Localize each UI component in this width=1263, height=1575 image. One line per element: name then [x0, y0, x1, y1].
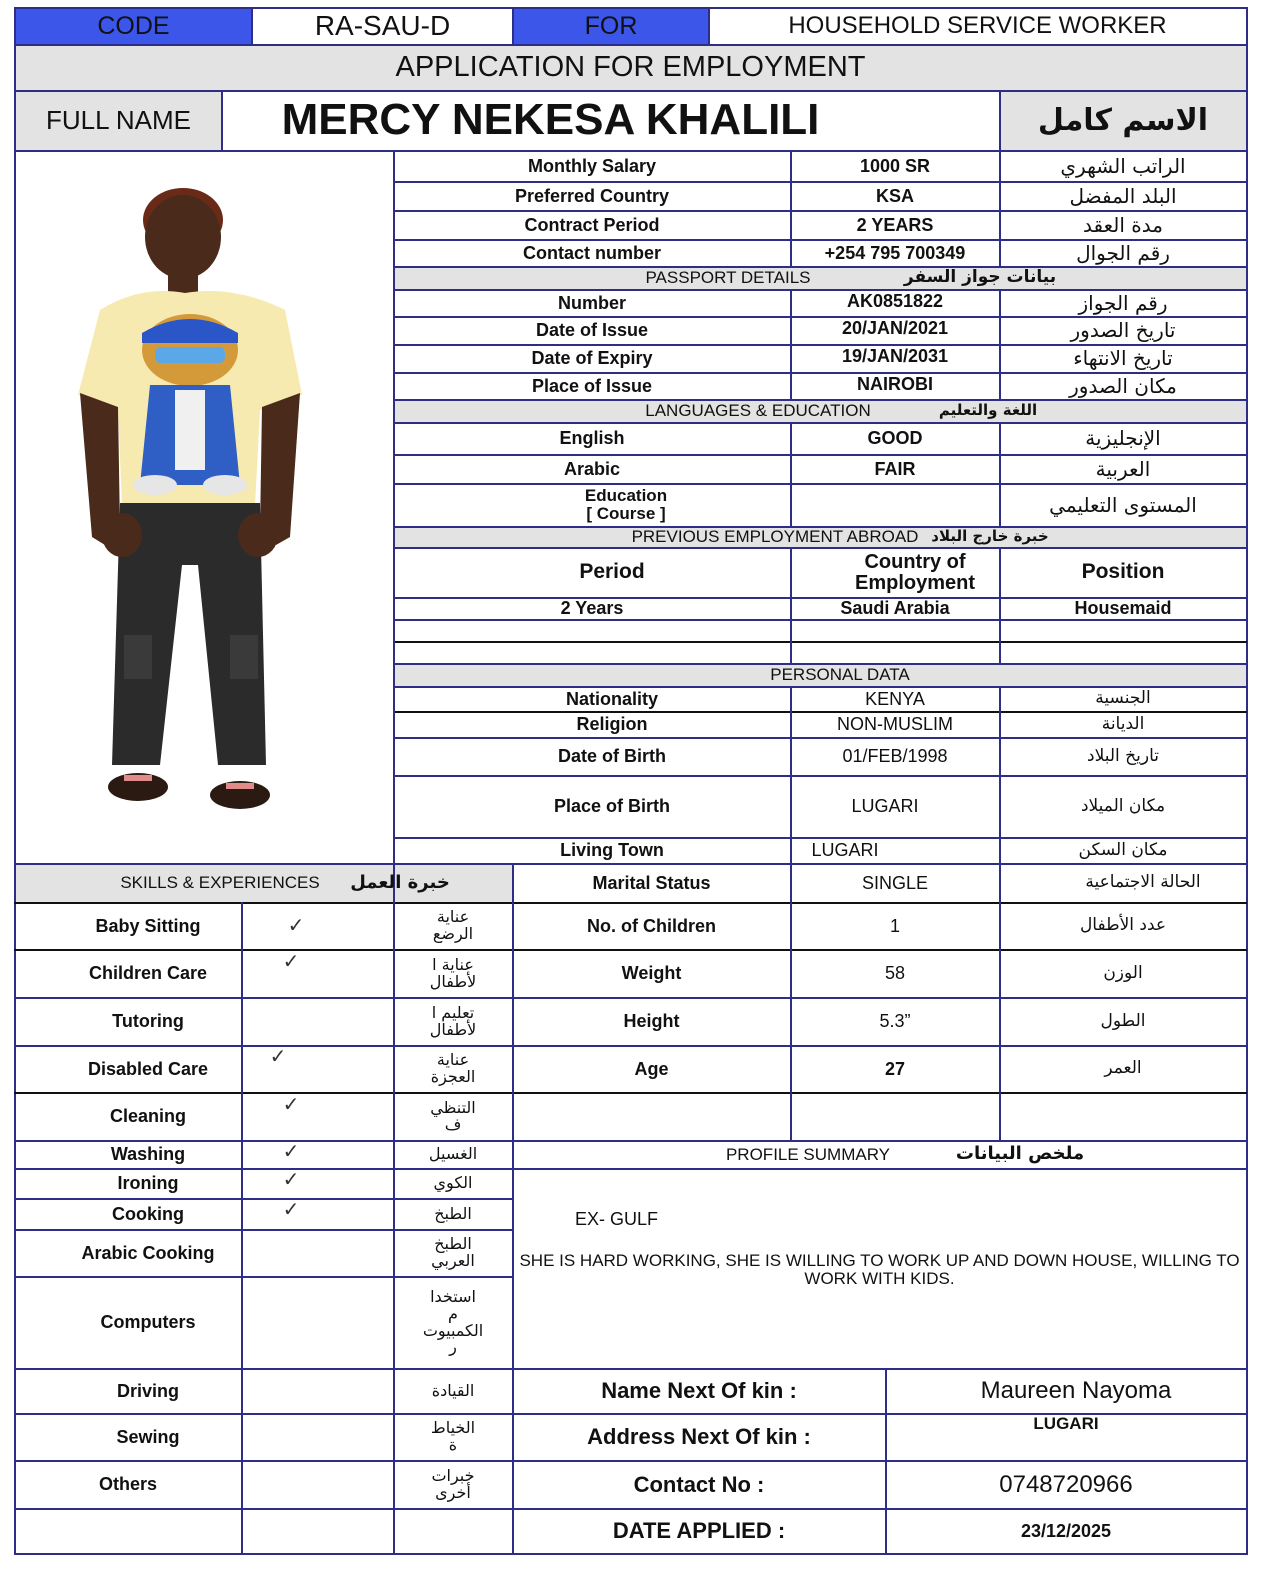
- skill-computers: Computers: [100, 1312, 196, 1333]
- arabic-language-arabic: العربية: [1095, 456, 1151, 481]
- children-value: 1: [889, 915, 900, 936]
- contract-period-value: 2 YEARS: [856, 214, 934, 235]
- kin-contact-label: Contact No :: [633, 1471, 765, 1497]
- employment-row-country: Saudi Arabia: [840, 598, 950, 619]
- marital-status-value: SINGLE: [861, 872, 929, 893]
- living-town-arabic: مكان السكن: [1078, 839, 1168, 860]
- full-name-label: FULL NAME: [46, 104, 191, 135]
- profile-summary-title: PROFILE SUMMARY: [725, 1144, 891, 1164]
- children-label: No. of Children: [587, 915, 716, 936]
- nationality-arabic: الجنسية: [1095, 688, 1151, 709]
- preferred-country-label: Preferred Country: [514, 185, 670, 206]
- skill-arabic-cooking-check: [242, 1230, 393, 1276]
- english-label: English: [559, 428, 625, 449]
- living-town-label: Living Town: [560, 840, 664, 861]
- preferred-country-arabic: البلد المفضل: [1069, 183, 1177, 208]
- skills-section-title-arabic: خبرة العمل: [350, 871, 450, 893]
- kin-name-label: Name Next Of kin :: [601, 1378, 797, 1404]
- skill-ironing: Ironing: [117, 1173, 179, 1194]
- skill-others: Others: [98, 1474, 158, 1495]
- education-arabic: المستوى التعليمي: [1049, 492, 1197, 517]
- arabic-language-value: FAIR: [874, 458, 916, 479]
- passport-section-title-arabic: بيانات جواز السفر: [903, 267, 1057, 288]
- weight-arabic: الوزن: [1103, 962, 1143, 983]
- arabic-language-label: Arabic: [563, 458, 621, 479]
- skill-tutoring: Tutoring: [112, 1011, 184, 1032]
- place-of-issue-value: NAIROBI: [857, 373, 933, 394]
- place-of-birth-value: LUGARI: [851, 796, 919, 817]
- employment-period-header: Period: [579, 560, 645, 584]
- profile-summary-title-arabic: ملخص البيانات: [955, 1143, 1085, 1165]
- skill-arabic-cooking-arabic: الطبخ العربي: [431, 1234, 475, 1270]
- employment-country-header: Country of Employment: [854, 550, 976, 594]
- applicant-photo: [40, 165, 340, 835]
- religion-label: Religion: [576, 714, 648, 735]
- code-value: RA-SAU-D: [314, 10, 451, 42]
- date-of-issue-arabic: تاريخ الصدور: [1070, 318, 1176, 342]
- passport-number-label: Number: [557, 292, 626, 313]
- personal-section-title: PERSONAL DATA: [770, 665, 910, 685]
- skill-cooking-arabic: الطبخ: [434, 1203, 472, 1223]
- monthly-salary-label: Monthly Salary: [527, 155, 657, 176]
- marital-status-arabic: الحالة الاجتماعية: [1085, 872, 1201, 893]
- contact-number-label: Contact number: [522, 242, 661, 263]
- living-town-value: LUGARI: [811, 840, 879, 861]
- skill-computers-check: [242, 1277, 393, 1368]
- height-arabic: الطول: [1100, 1010, 1146, 1031]
- skill-sewing: Sewing: [116, 1426, 180, 1447]
- skill-baby-sitting: Baby Sitting: [95, 915, 201, 936]
- kin-contact-value: 0748720966: [999, 1470, 1133, 1498]
- monthly-salary-value: 1000 SR: [859, 155, 931, 176]
- skill-driving-check: [242, 1369, 393, 1413]
- age-value: 27: [884, 1058, 906, 1079]
- contract-period-label: Contract Period: [524, 214, 660, 235]
- skill-children-care: Children Care: [88, 963, 208, 984]
- employment-position-header: Position: [1081, 560, 1165, 584]
- passport-number-value: AK0851822: [846, 290, 944, 311]
- skill-disabled-care-arabic: عناية العجزة: [430, 1050, 476, 1086]
- marital-status-label: Marital Status: [592, 872, 711, 893]
- contact-number-arabic: رقم الجوال: [1076, 240, 1170, 265]
- skill-cleaning-arabic: التنظي ف: [430, 1097, 476, 1134]
- date-of-birth-label: Date of Birth: [558, 746, 666, 767]
- employment-section-title: PREVIOUS EMPLOYMENT ABROAD: [631, 527, 919, 547]
- place-of-issue-arabic: مكان الصدور: [1069, 373, 1177, 398]
- preferred-country-value: KSA: [875, 185, 914, 206]
- profile-summary-text: SHE IS HARD WORKING, SHE IS WILLING TO WORK UP AND DOWN HOUSE, WILLING TO WORK WITH KIDS.: [519, 1251, 1240, 1288]
- date-of-expiry-arabic: تاريخ الانتهاء: [1073, 346, 1173, 370]
- english-value: GOOD: [867, 428, 923, 449]
- skill-computers-arabic: استخدا م الكمبيوت ر: [422, 1286, 484, 1357]
- date-applied-value: 23/12/2025: [1020, 1520, 1112, 1541]
- age-arabic: العمر: [1104, 1058, 1142, 1079]
- passport-section-title: PASSPORT DETAILS: [645, 268, 811, 288]
- profile-summary-line1: EX- GULF: [575, 1208, 659, 1229]
- skill-others-check: [242, 1461, 393, 1508]
- nationality-value: KENYA: [865, 688, 925, 709]
- weight-label: Weight: [621, 963, 682, 984]
- english-arabic: الإنجليزية: [1085, 426, 1161, 450]
- for-label: FOR: [584, 11, 638, 40]
- skill-disabled-care-check: ✓: [269, 1045, 287, 1068]
- kin-name-value: Maureen Nayoma: [980, 1377, 1172, 1405]
- skill-arabic-cooking: Arabic Cooking: [81, 1242, 215, 1263]
- skill-driving: Driving: [116, 1380, 179, 1401]
- skill-tutoring-arabic: تعليم ا لأطفال: [429, 1002, 477, 1039]
- kin-address-label: Address Next Of kin :: [587, 1424, 811, 1450]
- place-of-issue-label: Place of Issue: [531, 375, 653, 396]
- religion-arabic: الديانة: [1101, 713, 1145, 734]
- skill-disabled-care: Disabled Care: [87, 1058, 209, 1079]
- skill-ironing-check: ✓: [282, 1168, 300, 1191]
- skill-ironing-arabic: الكوي: [433, 1173, 473, 1193]
- skill-baby-sitting-arabic: عناية الرضع: [432, 907, 474, 943]
- skill-washing: Washing: [110, 1144, 186, 1165]
- place-of-birth-arabic: مكان الميلاد: [1080, 795, 1166, 816]
- skill-children-care-arabic: عناية ا لأطفال: [429, 954, 477, 991]
- skill-cooking: Cooking: [112, 1203, 184, 1224]
- languages-section-title-arabic: اللغة والتعليم: [938, 401, 1038, 420]
- skill-sewing-arabic: الخياط ة: [430, 1418, 476, 1454]
- contact-number-value: +254 795 700349: [824, 242, 966, 263]
- skill-washing-arabic: الغسيل: [428, 1144, 478, 1164]
- employment-row-position: Housemaid: [1074, 598, 1172, 619]
- contract-period-arabic: مدة العقد: [1083, 212, 1163, 237]
- skill-children-care-check: ✓: [282, 950, 300, 973]
- height-label: Height: [623, 1011, 680, 1032]
- skill-sewing-check: [242, 1414, 393, 1460]
- skill-baby-sitting-check: ✓: [287, 914, 305, 937]
- age-label: Age: [634, 1058, 669, 1079]
- height-value: 5.3”: [879, 1011, 911, 1032]
- employment-section-title-arabic: خبرة خارج البلاد: [931, 527, 1049, 546]
- place-of-birth-label: Place of Birth: [553, 796, 671, 817]
- children-arabic: عدد الأطفال: [1079, 915, 1167, 936]
- full-name-value: MERCY NEKESA KHALILI: [281, 95, 820, 145]
- skill-cleaning: Cleaning: [109, 1106, 186, 1127]
- for-value: HOUSEHOLD SERVICE WORKER: [788, 12, 1167, 40]
- monthly-salary-arabic: الراتب الشهري: [1060, 153, 1186, 178]
- code-label: CODE: [97, 11, 170, 40]
- date-of-issue-label: Date of Issue: [535, 320, 649, 341]
- passport-number-arabic: رقم الجواز: [1078, 290, 1168, 315]
- education-label: Education [ Course ]: [584, 486, 668, 523]
- skills-section-title: SKILLS & EXPERIENCES: [120, 873, 320, 893]
- date-of-expiry-value: 19/JAN/2031: [841, 346, 949, 367]
- date-of-birth-arabic: تاريخ البلاد: [1087, 745, 1159, 766]
- languages-section-title: LANGUAGES & EDUCATION: [645, 401, 871, 421]
- full-name-arabic-label: الاسم كامل: [1037, 102, 1209, 138]
- education-value: [791, 484, 999, 526]
- skill-cleaning-check: ✓: [282, 1093, 300, 1116]
- date-of-expiry-label: Date of Expiry: [531, 348, 653, 369]
- skill-cooking-check: ✓: [282, 1198, 300, 1221]
- nationality-label: Nationality: [565, 688, 658, 709]
- employment-row-period: 2 Years: [560, 598, 624, 619]
- date-of-issue-value: 20/JAN/2021: [841, 318, 949, 339]
- skill-washing-check: ✓: [282, 1140, 300, 1163]
- date-applied-label: DATE APPLIED :: [612, 1518, 786, 1544]
- skill-others-arabic: خبرات أخرى: [431, 1465, 475, 1502]
- skill-tutoring-check: [242, 998, 393, 1045]
- religion-value: NON-MUSLIM: [837, 714, 953, 735]
- weight-value: 58: [884, 963, 906, 984]
- page-title: APPLICATION FOR EMPLOYMENT: [395, 51, 866, 84]
- kin-address-value: LUGARI: [1033, 1414, 1099, 1434]
- date-of-birth-value: 01/FEB/1998: [842, 746, 948, 767]
- skill-driving-arabic: القيادة: [431, 1380, 475, 1400]
